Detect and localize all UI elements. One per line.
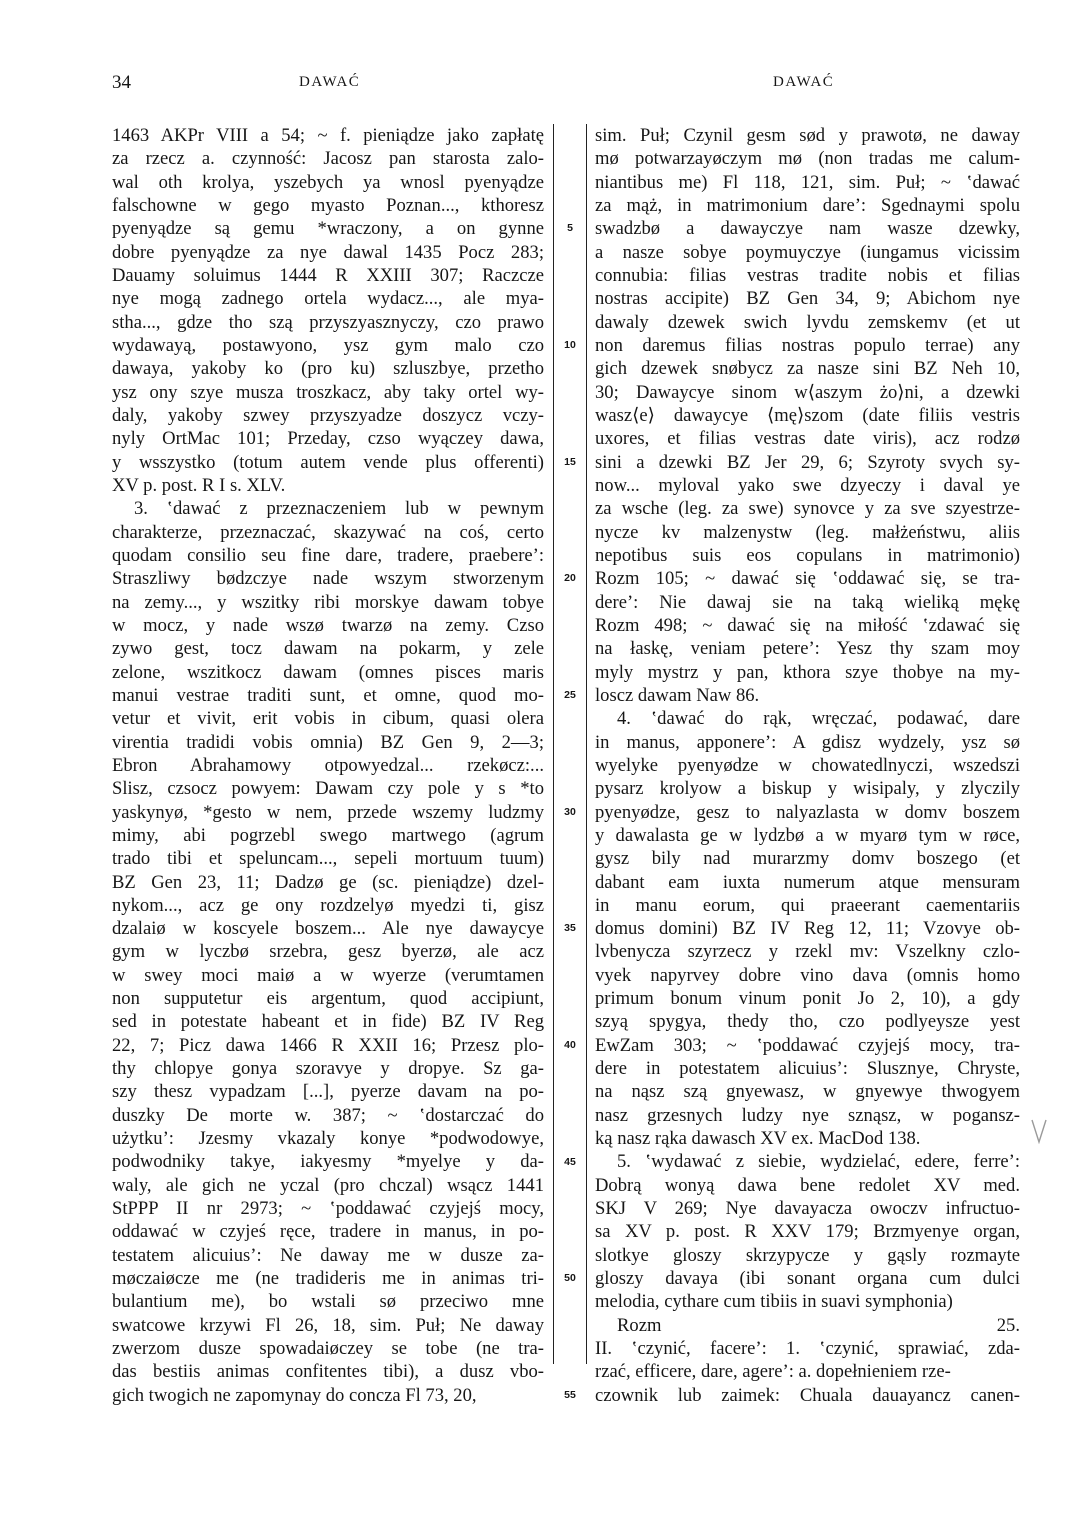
text-line: vetur et vivit, erit vobis in cibum, quasi olera bbox=[112, 708, 544, 730]
text-line: y dawalasta ge w lydzbø a w myarø tym w røce, bbox=[595, 824, 1020, 846]
text-line: Rozm 498; ~ dawać się na miłość ʽzdawać się bbox=[595, 614, 1020, 636]
text-line: wal oth krolya, yszebych ya wnosl pyenyądze bbox=[112, 171, 544, 193]
column-rule-right bbox=[586, 124, 587, 1364]
text-line: sim. Puł; Czynil gesm sød y prawotø, ne daway bbox=[595, 125, 1020, 146]
text-line: nepotibus suis eos copulans in matrimonio) bbox=[595, 544, 1020, 566]
text-line: ką nasz rąka dawasch XV ex. MacDod 138. bbox=[595, 1128, 921, 1150]
text-line: møczaiøcze me (ne tradideris me in animas tri- bbox=[112, 1268, 544, 1290]
text-line: StPPP II nr 2973; ~ ʽpoddawać czyjejś mocy, bbox=[112, 1198, 544, 1220]
text-line: szyą spygya, thedy tho, czo podlyeysze yest bbox=[595, 1011, 1020, 1033]
running-head-right: DAWAĆ bbox=[773, 74, 835, 90]
line-number: 20 bbox=[564, 572, 576, 585]
text-line: Ebron Abrahamowy otpowyedzal... rzekøcz:... bbox=[112, 754, 544, 776]
line-number: 45 bbox=[564, 1155, 576, 1168]
text-line: das bestiis animas confitentes tibi), a dusz vbo- bbox=[112, 1361, 544, 1383]
text-line: gym w lyczbø srzebra, gesz byerzø, ale acz bbox=[112, 941, 544, 963]
text-line: charakterze, przeznaczać, skazywać na coś, certo bbox=[112, 521, 544, 543]
page-header bbox=[0, 70, 1085, 100]
text-line: waly, ale gich ne yczal (pro chczal) wsącz 1441 bbox=[112, 1174, 544, 1196]
text-line: w mocz, y nade wszø twarzø na zemy. Czso bbox=[112, 614, 544, 636]
pencil-check-mark bbox=[1030, 1118, 1048, 1144]
text-line: rzać, efficere, dare, agereʼ: a. dopełnieniem rze- bbox=[595, 1361, 951, 1383]
text-line: bulantium me), bo wstali sø przeciwo mne bbox=[112, 1291, 544, 1313]
text-line: nykom..., acz ge ony rozdzelyø myedzi ti, gisz bbox=[112, 894, 544, 916]
text-line: dzalaiø w koscyele boszem... Ale nye dawaycye bbox=[112, 918, 544, 940]
text-line: sed in potestate habeant et in fide) BZ IV Reg bbox=[112, 1011, 544, 1033]
text-line: gysz bily nad murarzmy domv boszego (et bbox=[595, 848, 1020, 870]
text-line: pysarz krolyow a biskup y wisipaly, y zlyczily bbox=[595, 778, 1020, 800]
right-column bbox=[595, 124, 1020, 1407]
running-head-left: DAWAĆ bbox=[299, 74, 361, 90]
text-line: 5. ʽwydawać z siebie, wydzielać, edere, ferreʼ: bbox=[617, 1151, 1020, 1173]
text-line: Straszliwy bødzczye nade wszym stworzenym bbox=[112, 568, 544, 590]
text-line: zwerzom dusze spowadaiøczey se tobe (ne tra- bbox=[112, 1338, 544, 1360]
text-line: trado tibi et speluncam..., sepeli mortuum tuum) bbox=[112, 848, 544, 870]
text-line: gich twogich ne zapomynay do concza Fl 73, 20, bbox=[112, 1384, 477, 1406]
text-line: dawaly dzewek swich lyvdu zemskemv (et ut bbox=[595, 311, 1020, 333]
text-line: sa XV p. post. R XXV 179; Brzmyenye organ, bbox=[595, 1221, 1020, 1243]
text-line: primum bonum vinum ponit Jo 2, 10), a gdy bbox=[595, 988, 1020, 1010]
line-number: 10 bbox=[564, 338, 576, 351]
text-line: EwZam 303; ~ ʽpoddawać czyjejś mocy, tra- bbox=[595, 1034, 1020, 1056]
text-line: mø potwarzayøczym mø (non tradas me calum- bbox=[595, 148, 1020, 170]
text-line: virentia tradidi vobis omnia) BZ Gen 9, 2—3; bbox=[112, 731, 544, 753]
text-line: uxores, et filias vestras date viris), acz rodzø bbox=[595, 428, 1020, 450]
text-line: melodia, cythare cum tibiis in suavi symphonia) bbox=[595, 1291, 953, 1313]
page-number: 34 bbox=[112, 72, 131, 93]
text-line: gloszy davaya (ibi sonant organa cum dulci bbox=[595, 1268, 1020, 1290]
text-line: stha..., gdze tho szą przyszyasznyczy, czo prawo bbox=[112, 311, 544, 333]
text-line: now... myloval yako swe dzyeczy i daval ye bbox=[595, 474, 1020, 496]
text-line: wyelyke pyenyødze w chowatedlnyczi, wszedszi bbox=[595, 754, 1020, 776]
text-line: vyek napyrvey dobre vino dava (omnis homo bbox=[595, 964, 1020, 986]
text-line: yaskynyø, *gesto w nem, przede wszemy ludzmy bbox=[112, 801, 544, 823]
text-line: a nasze sobye poymuyczye (iungamus vicissim bbox=[595, 241, 1020, 263]
text-line: non daremus filias nostras populo terrae) any bbox=[595, 334, 1020, 356]
text-line: dereʼ: Nie dawaj sie na taką wieliką mękę bbox=[595, 591, 1020, 613]
text-line: dobre pyenyądze za nye dawal 1435 Pocz 283; bbox=[112, 241, 544, 263]
text-line: 1463 AKPr VIII a 54; ~ f. pieniądze jako zapłatę bbox=[112, 125, 544, 146]
text-line: Dobrą wonyą dawa bene redolet XV med. bbox=[595, 1174, 1020, 1196]
text-line: dere in potestatem alicuiusʼ: Slusznye, Chryste, bbox=[595, 1058, 1020, 1080]
text-line: wasz⟨e⟩ dawaycye ⟨mę⟩szom (date filiis vestris bbox=[595, 404, 1020, 426]
text-line: duszky De morte w. 387; ~ ʽdostarczać do bbox=[112, 1104, 544, 1126]
line-number: 5 bbox=[567, 222, 573, 235]
line-number: 40 bbox=[564, 1038, 576, 1051]
text-line: dabant eam iuxta numerum atque mensuram bbox=[595, 871, 1020, 893]
text-line: Rozm 105; ~ dawać się ʽoddawać się, se tra- bbox=[595, 568, 1020, 590]
text-line: manui vestrae traditi sunt, et omne, quod mo- bbox=[112, 684, 544, 706]
text-line: nye mogą zadnego ortela wydacz..., ale mya- bbox=[112, 288, 544, 310]
line-number: 50 bbox=[564, 1272, 576, 1285]
text-line: niantibus me) Fl 118, 121, sim. Puł; ~ ʽdawać bbox=[595, 171, 1020, 193]
text-line: na zemy..., y wszitky ribi morskye dawam tobye bbox=[112, 591, 544, 613]
text-line: domus domini) BZ IV Reg 12, 11; Vzovye ob- bbox=[595, 918, 1020, 940]
text-line: Slisz, czsocz powyem: Dawam czy pole y s *to bbox=[112, 778, 544, 800]
text-line: thy chlopye gonya szoravye y dropye. Sz ga- bbox=[112, 1058, 544, 1080]
text-line: nyly OrtMac 101; Przeday, czso wyączey dawa, bbox=[112, 428, 544, 450]
text-line: 22, 7; Picz dawa 1466 R XXII 16; Przesz plo- bbox=[112, 1034, 544, 1056]
text-line: XV p. post. R I s. XLV. bbox=[112, 474, 286, 496]
text-line: gich dzewek snøbycz za nasze sini BZ Neh 10, bbox=[595, 358, 1020, 380]
line-number: 30 bbox=[564, 805, 576, 818]
text-line: pyenyądze są gemu *wraczony, a on gynne bbox=[112, 218, 544, 240]
text-line: swatcowe krzywi Fl 26, 18, sim. Puł; Ne daway bbox=[112, 1314, 544, 1336]
line-number: 15 bbox=[564, 455, 576, 468]
text-line: na nąsz szą gnyewasz, w gnyewye thwogyem bbox=[595, 1081, 1020, 1103]
text-line: sini a dzewki BZ Jer 29, 6; Szyroty svych sy- bbox=[595, 451, 1020, 473]
text-line: zelone, wszitkocz dawam (omnes pisces maris bbox=[112, 661, 544, 683]
text-line: szy thesz vypadzam [...], pyerze davam na po- bbox=[112, 1081, 544, 1103]
text-line: 30; Dawaycye sinom w⟨aszym żo⟩ni, a dzewki bbox=[595, 381, 1020, 403]
text-line: nasz grzesnych ludzy nye sznąsz, w pogansz- bbox=[595, 1104, 1020, 1126]
text-line: slotkye gloszy skrzypycze y gąsly rozmayte bbox=[595, 1244, 1020, 1266]
text-line: na łaskę, veniam petereʼ: Yesz thy szam moy bbox=[595, 638, 1020, 660]
text-line: myly mystrz y pan, kthora szye thobye na my- bbox=[595, 661, 1020, 683]
text-line: in manu eorum, qui praeerant caementariis bbox=[595, 894, 1020, 916]
text-line: Dauamy soluimus 1444 R XXIII 307; Raczcze bbox=[112, 264, 544, 286]
text-line: loscz dawam Naw 86. bbox=[595, 684, 760, 706]
text-line: testatem alicuiusʼ: Ne daway me w dusze za- bbox=[112, 1244, 544, 1266]
text-line: dawaya, yakoby ko (pro ku) szluszbye, przetho bbox=[112, 358, 544, 380]
line-number: 25 bbox=[564, 688, 576, 701]
text-line: SKJ V 269; Nye davayacza owoczv infructuo- bbox=[595, 1198, 1020, 1220]
column-rule-left bbox=[553, 124, 554, 1364]
text-line: y wsszystko (totum autem vende plus offerenti) bbox=[112, 451, 544, 473]
text-line: nycze kv malzenystw (leg. małżeństwu, aliis bbox=[595, 521, 1020, 543]
text-line: wydawayą, postawyono, ysz gym malo czo bbox=[112, 334, 544, 356]
text-line: connubia: filias vestras tradite nobis et filias bbox=[595, 264, 1020, 286]
text-line: daly, yakoby szwey przyszyadze doszycz vczy- bbox=[112, 404, 544, 426]
text-line: 4. ʽdawać do rąk, wręczać, podawać, dare bbox=[617, 708, 1020, 730]
left-column bbox=[112, 124, 544, 1407]
text-line: lvbenycza szyrzecz y rzekl mv: Vszelkny czlo- bbox=[595, 941, 1020, 963]
text-line: mimy, abi pogrzebl swego martwego (agrum bbox=[112, 824, 544, 846]
text-line: użytkuʼ: Jzesmy vkazaly konye *podwodowye, bbox=[112, 1128, 544, 1150]
text-line: in manus, apponereʼ: A gdisz wydzely, ysz sø bbox=[595, 731, 1020, 753]
text-line: non supputetur eis argentum, quod accipiunt, bbox=[112, 988, 544, 1010]
text-line: BZ Gen 23, 11; Dadzø ge (sc. pieniądze) dzel- bbox=[112, 871, 544, 893]
text-line: czownik lub zaimek: Chuala dauayancz canen- bbox=[595, 1384, 1020, 1406]
text-line: Rozm 25. bbox=[617, 1314, 1020, 1336]
text-line: nostras accipite) BZ Gen 34, 9; Abichom nye bbox=[595, 288, 1020, 310]
text-line: za mąż, in matrimonium dareʼ: Sgednaymi spolu bbox=[595, 194, 1020, 216]
text-line: quodam consilio seu fine dare, tradere, praebereʼ: bbox=[112, 544, 544, 566]
text-line: oddawać w czyjeś ręce, tradere in manus, in po- bbox=[112, 1221, 544, 1243]
text-line: ysz ony szye musza troszkacz, aby taky ortel wy- bbox=[112, 381, 544, 403]
text-line: w swey moci maiø a w wyerze (verumtamen bbox=[112, 964, 544, 986]
line-number: 35 bbox=[564, 922, 576, 935]
text-line: za wsche (leg. za swe) synovce y za sve szyestrze- bbox=[595, 498, 1020, 520]
text-line: za rzecz a. czynność: Jacosz pan starosta zalo- bbox=[112, 148, 544, 170]
text-line: falschowne w gego myasto Poznan..., kthoresz bbox=[112, 194, 544, 216]
text-line: II. ʽczynić, facereʼ: 1. ʽczynić, sprawiać, zda- bbox=[595, 1338, 1020, 1360]
text-line: swadzbø a dawayczye nam wasze dzewky, bbox=[595, 218, 1020, 240]
text-line: pyenyødze, gesz to nalyazlasta w domv boszem bbox=[595, 801, 1020, 823]
text-line: 3. ʽdawać z przeznaczeniem lub w pewnym bbox=[134, 498, 544, 520]
text-line: podwodniky takye, iakyesmy *myelye y da- bbox=[112, 1151, 544, 1173]
line-number: 55 bbox=[564, 1388, 576, 1401]
text-line: zywo gest, tocz dawam na pokarm, y zele bbox=[112, 638, 544, 660]
